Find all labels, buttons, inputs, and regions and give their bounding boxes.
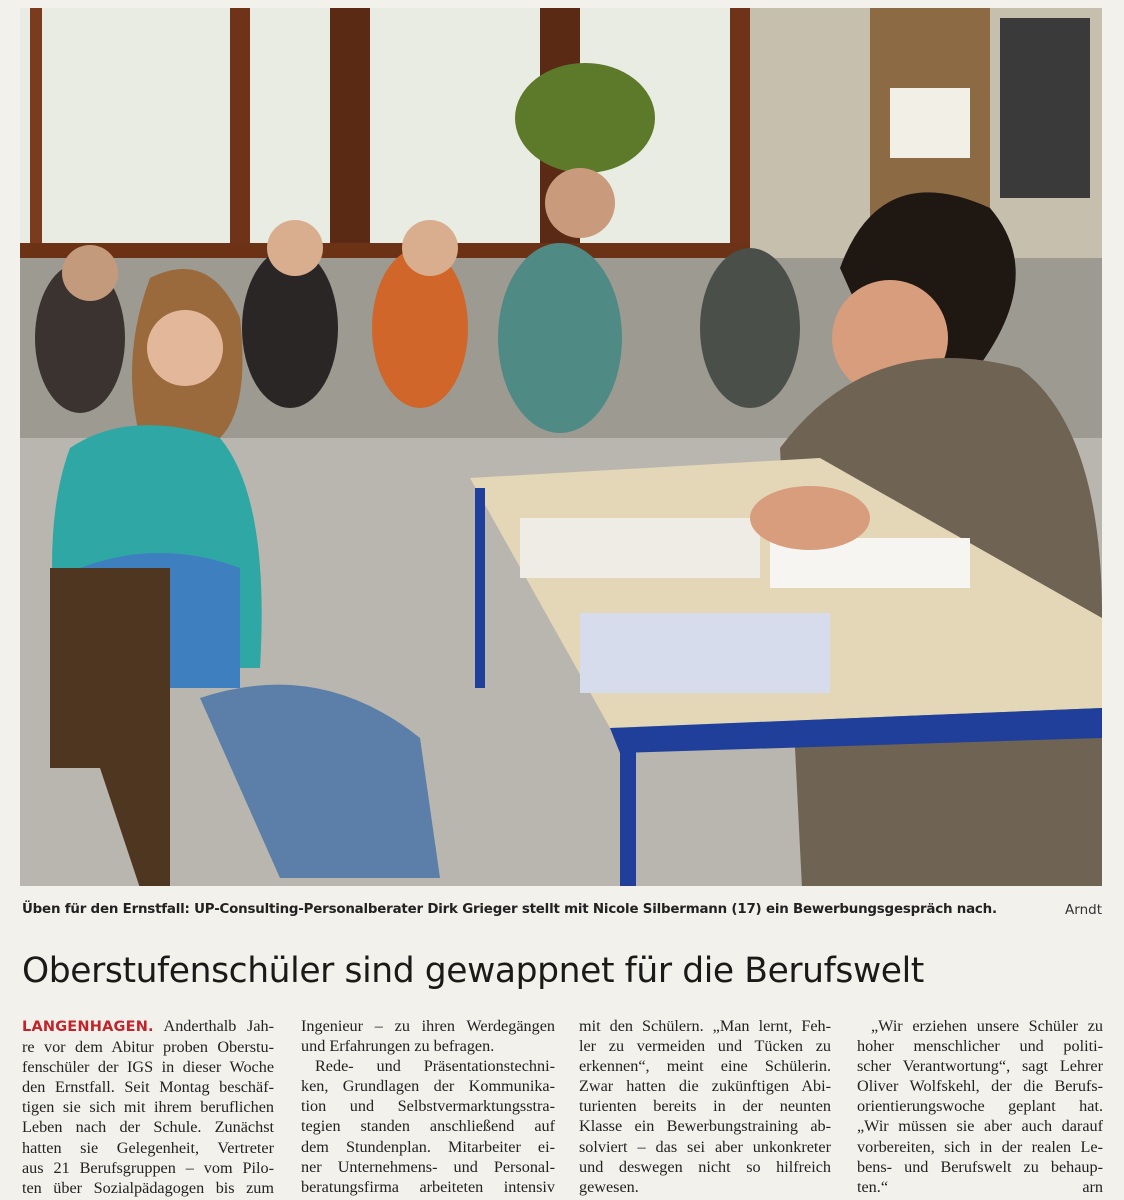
article-column-1 — [22, 1016, 274, 1198]
article-line: Rede- und Präsentationstechni- — [315, 1057, 555, 1076]
dateline: LANGENHAGEN. — [22, 1019, 154, 1035]
article-line: mit den Schülern. „Man lernt, Feh- — [579, 1017, 831, 1035]
photo-caption-row — [22, 898, 1102, 924]
article-line: und deswegen nicht so hilfreich — [579, 1157, 831, 1176]
article-photo — [20, 8, 1102, 886]
article-line: LANGENHAGEN. Anderthalb Jah- — [22, 1017, 274, 1035]
article-line: tigen sie sich mit ihrem beruflichen — [22, 1098, 274, 1117]
article-line: Klasse ein Bewerbungstraining ab- — [579, 1117, 831, 1136]
article-line: hoher menschlicher und politi- — [857, 1037, 1103, 1056]
article-line: tion und Selbstvermarktungsstra- — [301, 1097, 555, 1116]
article-line: fenschüler der IGS in dieser Woche — [22, 1058, 274, 1077]
article-line: scher Verantwortung“, sagt Lehrer — [857, 1057, 1103, 1076]
photo-illustration — [20, 8, 1102, 886]
article-line: Leben nach der Schule. Zunächst — [22, 1118, 274, 1137]
article-line — [857, 1177, 1103, 1197]
author-initials: arn — [1082, 1177, 1103, 1196]
article-line: gewesen. — [579, 1177, 639, 1196]
article-line: turienten bereits in der neunten — [579, 1097, 831, 1116]
headline: Oberstufenschüler sind gewappnet für die Berufswelt — [22, 951, 924, 991]
article-column-4 — [857, 1016, 1103, 1197]
article-line: hatten sie Gelegenheit, Vertreter — [22, 1138, 274, 1157]
article-line: tegien standen anschließend auf — [301, 1117, 555, 1136]
photo-credit: Arndt — [1065, 902, 1102, 918]
article-line: solviert – das sei aber unkonkreter — [579, 1137, 831, 1156]
article-column-3 — [579, 1016, 831, 1197]
article-line: den Ernstfall. Seit Montag beschäf- — [22, 1078, 274, 1097]
article-line: Zwar hatten die zukünftigen Abi- — [579, 1077, 831, 1096]
article-line: re vor dem Abitur proben Oberstu- — [22, 1038, 274, 1057]
article-line: dem Stundenplan. Mitarbeiter ei- — [301, 1137, 555, 1156]
article-line: beratungsfirma arbeiteten intensiv — [301, 1177, 555, 1196]
article-line: „Wir müssen sie aber auch darauf — [857, 1117, 1103, 1136]
article-line: erkennen“, meint eine Schülerin. — [579, 1057, 831, 1076]
article-line: und Erfahrungen zu befragen. — [301, 1037, 495, 1056]
article-line: ken, Grundlagen der Kommunika- — [301, 1077, 555, 1096]
article-column-2 — [301, 1016, 555, 1197]
article-line: ner Unternehmens- und Personal- — [301, 1157, 555, 1176]
article-last-line: ten.“ — [857, 1177, 889, 1196]
article-line: „Wir erziehen unsere Schüler zu — [871, 1017, 1103, 1035]
photo-caption: Üben für den Ernstfall: UP-Consulting-Personalberater Dirk Grieger stellt mit Nicole Silbermann (17) ein Bewerbungsgespräch nach. — [22, 902, 997, 917]
article-line: ten über Sozialpädagogen bis zum — [22, 1178, 274, 1197]
article-line: orientierungswoche geplant hat. — [857, 1097, 1103, 1116]
article-line: bens- und Berufswelt zu behaup- — [857, 1157, 1103, 1176]
article-line: aus 21 Berufsgruppen – vom Pilo- — [22, 1158, 274, 1177]
article-line: vorbereiten, sich in der realen Le- — [857, 1137, 1103, 1156]
article-line: Ingenieur – zu ihren Werdegängen — [301, 1017, 555, 1035]
article-line: Oliver Wolfskehl, der die Berufs- — [857, 1077, 1103, 1096]
article-line: ler zu vermeiden und Tücken zu — [579, 1037, 831, 1056]
